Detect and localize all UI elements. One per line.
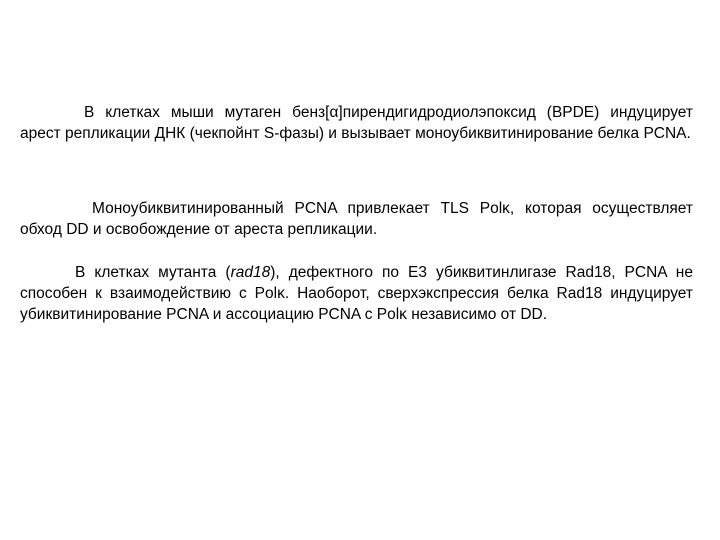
paragraph-text: ), дефектного по Е3 убиквитинлигазе Rad18, PCNA не способен к взаимодействию с Pol [20,264,693,302]
kappa-symbol: κ [277,285,285,302]
paragraph-text: В клетках мыши мутаген бенз[ [84,104,330,121]
paragraph-text: Моноубиквитинированный PCNA привлекает TLS Pol [92,200,503,217]
paragraph-text: В клетках мутанта ( [75,264,231,281]
paragraph-text: ]пирендигидродиолэпоксид (BPDE) индуцирует арест репликации ДНК (чекпойнт S-фазы) и вызывает моноубиквитинирование белка PCNA. [20,104,693,142]
alpha-symbol: α [329,104,339,121]
paragraph-text: . Наоборот, сверхэкспрессия белка Rad18 индуцирует убиквитинирование PCNA и ассоциацию PCNA с Pol [20,285,693,323]
kappa-symbol: κ [399,306,407,323]
paragraph-bpde [20,102,693,144]
kappa-symbol: κ [502,200,510,217]
paragraph-text: независимо от DD. [406,306,548,323]
paragraph-text: , которая осуществляет обход DD и освобождение от ареста репликации. [20,200,693,238]
gene-name-italic: rad18 [230,264,271,281]
paragraph-rad18 [20,262,693,325]
paragraph-pcna-tls [20,198,693,240]
